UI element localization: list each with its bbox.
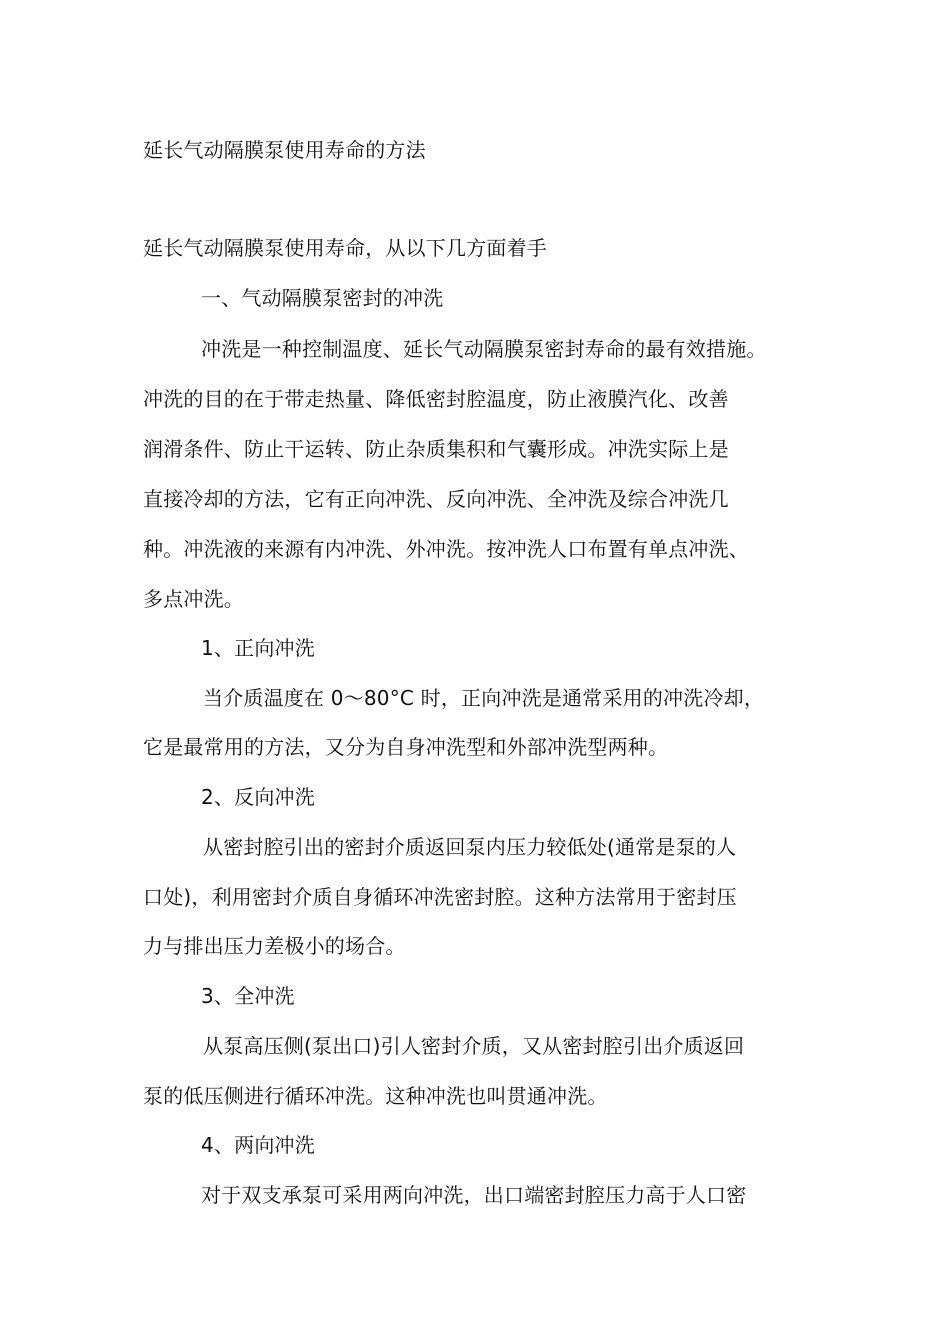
subsection-heading: 3、全冲洗: [201, 984, 295, 1008]
paragraph-line: 冲洗是一种控制温度、延长气动隔膜泵密封寿命的最有效措施。: [201, 337, 767, 361]
section-heading: 一、气动隔膜泵密封的冲洗: [201, 286, 444, 310]
paragraph-line: 从泵高压侧(泵出口)引人密封介质，又从密封腔引出介质返回: [203, 1034, 745, 1058]
paragraph-line: 多点冲洗。: [143, 587, 244, 611]
paragraph-line: 力与排出压力差极小的场合。: [143, 934, 406, 958]
paragraph-line: 泵的低压侧进行循环冲洗。这种冲洗也叫贯通冲洗。: [143, 1084, 608, 1108]
document-title: 延长气动隔膜泵使用寿命的方法: [143, 138, 426, 162]
paragraph-line: 从密封腔引出的密封介质返回泵内压力较低处(通常是泵的人: [203, 835, 737, 859]
paragraph-line: 它是最常用的方法，又分为自身冲洗型和外部冲洗型两种。: [143, 735, 669, 759]
paragraph-line: 当介质温度在 0～80°C 时，正向冲洗是通常采用的冲洗冷却，: [203, 686, 765, 710]
intro-paragraph: 延长气动隔膜泵使用寿命，从以下几方面着手: [143, 236, 547, 260]
paragraph-line: 对于双支承泵可采用两向冲洗，出口端密封腔压力高于人口密: [201, 1183, 747, 1207]
paragraph-line: 口处)，利用密封介质自身循环冲洗密封腔。这种方法常用于密封压: [143, 885, 737, 909]
paragraph-line: 种。冲洗液的来源有内冲洗、外冲洗。按冲洗人口布置有单点冲洗、: [143, 537, 749, 561]
paragraph-line: 直接冷却的方法，它有正向冲洗、反向冲洗、全冲洗及综合冲洗几: [143, 487, 729, 511]
subsection-heading: 2、反向冲洗: [201, 785, 315, 809]
subsection-heading: 1、正向冲洗: [201, 636, 315, 660]
paragraph-line: 润滑条件、防止干运转、防止杂质集积和气囊形成。冲洗实际上是: [143, 437, 729, 461]
paragraph-line: 冲洗的目的在于带走热量、降低密封腔温度，防止液膜汽化、改善: [143, 387, 729, 411]
subsection-heading: 4、两向冲洗: [201, 1133, 315, 1157]
